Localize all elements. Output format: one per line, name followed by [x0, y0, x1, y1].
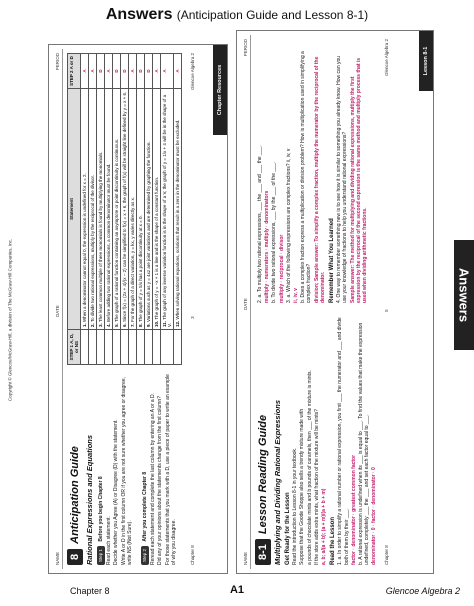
anticipation-table: [67, 53, 182, 365]
pane-foot-center: 3: [190, 316, 195, 319]
step2-text: After you complete Chapter 8: [142, 471, 149, 542]
step2-answer-cell: A: [129, 54, 137, 89]
copyright-notice: Copyright © Glencoe/McGraw-Hill, a division of The McGraw-Hill Companies, Inc.: [7, 238, 13, 402]
period-field-label: PERIOD: [243, 39, 248, 57]
answers-side-tab: [454, 240, 474, 350]
col-header-step1: STEP 1 A, D, or NS: [68, 330, 81, 365]
date-field-label: DATE: [243, 298, 248, 310]
chapter-badge: 8: [67, 549, 83, 565]
step1-cell: [161, 330, 174, 365]
step2-answer-cell: A: [105, 54, 113, 89]
table-row: [161, 54, 174, 365]
pane-foot-right: Glencoe Algebra 2: [190, 53, 195, 91]
chapter-resources-label: Chapter Resources: [217, 64, 223, 116]
lesson-reading-guide-page: [236, 30, 434, 574]
statement-cell: 7. For the graph of a direct variation, y = kx, y varies directly as x.: [129, 89, 137, 330]
step2-answer-cell: D: [113, 54, 121, 89]
step1-cell: [81, 330, 89, 365]
question-3b-answer: division; Sample answer: To simplify a complex fraction, multiply the numerator by the reciprocal of the denominator.: [313, 56, 326, 303]
lesson-title: Lesson Reading Guide: [257, 414, 269, 535]
question-1a: 1. a. In order to simplify a rational number or rational expression, you first ___ the numerator and ___ and divide both of them by their ___.: [337, 317, 350, 565]
table-row: [113, 54, 121, 365]
question-4: 4. One way to remember something new is to see how it is similar to something you already know. How can you use your knowledge of fractions to help you understand rational expressions?: [336, 55, 349, 303]
step1-cell: [145, 330, 153, 365]
step1-cell: [174, 330, 182, 365]
lesson-tab-label: Lesson 8-1: [423, 46, 429, 76]
worksheet-header: [53, 49, 63, 569]
question-2b-answers: multiply · reciprocal · divisor: [278, 234, 285, 303]
step2-answer-cell: D: [137, 54, 145, 89]
lesson-subtitle: Multiplying and Dividing Rational Expressions: [273, 399, 282, 565]
pane-foot-right: Glencoe Algebra 2: [383, 39, 389, 77]
page-title: [0, 6, 474, 24]
step1-cell: [89, 330, 97, 365]
table-row: [105, 54, 113, 365]
step1-cell: [153, 330, 161, 365]
bullet: For those statements that you mark with a D, use a piece of paper to write an example of why you disagree.: [164, 374, 177, 565]
question-2a-answers: multiply · numerators · multiply · denominators: [264, 190, 271, 303]
step2-answer-cell: D: [121, 54, 129, 89]
step2-chip: Step 2: [141, 546, 149, 565]
answers-side-tab-label: Answers: [456, 267, 472, 323]
statement-cell: 4. Before adding two rational expressions, a common denominator must be found.: [105, 89, 113, 330]
col-header-statement: Statement: [68, 89, 81, 330]
worksheet-header: [241, 35, 251, 569]
table-row: [97, 54, 105, 365]
question-1b: b. A rational expression is undefined when its ___ is equal to ___. To find the values that make the expression undefined, completely ___ the ___ and set each factor equal to ___.: [358, 322, 371, 565]
bullet: Read each statement.: [106, 516, 113, 565]
statement-cell: 12. When solving rational equations, solutions that result in a zero in the denominator must be excluded.: [174, 89, 182, 330]
intro-line: a pounds of chocolate mints and b pounds of caramels, then ___ of the mixture is mints.: [306, 370, 313, 565]
step1-cell: [121, 330, 129, 365]
lesson-heading: [255, 311, 271, 565]
question-1b-answers: denominator · 0 · factor · denominator · 0: [371, 467, 378, 565]
bullet: Write A or D in the first column OR if you are not sure whether you agree or disagree, write NS (Not Sure).: [120, 376, 133, 565]
statement-cell: 10. The graph of y = −x + 1 is a line and is the shape of a constant function.: [153, 89, 161, 330]
read-lesson-heading: Read the Lesson: [330, 516, 337, 565]
table-row: [129, 54, 137, 365]
footer-chapter: Chapter 8: [70, 586, 110, 596]
table-row: [145, 54, 153, 365]
step1-cell: [113, 330, 121, 365]
bullet: Did any of your opinions about the statements change from the first column?: [157, 396, 164, 565]
statement-cell: 5. The graph of a rational function containing an asymptote or point discontinuity is continuous.: [113, 89, 121, 330]
chapter-resources-tab: [213, 45, 227, 135]
pane-foot-left: Chapter 8: [190, 545, 195, 565]
question-1a-answers: factor · denominator · greatest common factor: [350, 454, 357, 565]
table-row: [121, 54, 129, 365]
period-field-label: PERIOD: [55, 53, 60, 71]
table-row: [174, 54, 182, 365]
get-ready-heading: Get Ready for the Lesson: [285, 492, 291, 565]
table-row: [81, 54, 89, 365]
bullet: Decide whether you Agree (A) or Disagree (D) with the statement.: [113, 419, 120, 565]
step1-cell: [105, 330, 113, 365]
step2-answer-cell: A: [153, 54, 161, 89]
step2-answer-cell: A: [81, 54, 89, 89]
question-3a-answer: ii, iv, v: [293, 288, 300, 303]
statement-cell: 1. When a denominator cannot equal 0, the expression is undefined for x = 2.: [81, 89, 89, 330]
statement-cell: 2. To divide two rational expressions, multiply by the reciprocal of the divisor.: [89, 89, 97, 330]
step1-chip: Step 1: [97, 546, 105, 565]
intro-answers: a, b; a/(a + b); (a + m)/(a + b + m): [321, 488, 328, 565]
footer-book-title: Glencoe Algebra 2: [385, 586, 460, 596]
question-3b: b. Does a complex fraction express a multiplication or division problem? How is multiplication used in simplifying a complex fraction?: [300, 51, 313, 303]
col-header-step2: STEP 2 A or D: [68, 54, 81, 89]
anticipation-guide-page: [48, 44, 228, 574]
step1-cell: [97, 330, 105, 365]
pane-foot-left: Chapter 8: [383, 545, 389, 565]
table-row: [89, 54, 97, 365]
question-3a: 3. a. Which of the following expressions are complex fractions? ii, iv, v: [285, 148, 292, 303]
table-row: [137, 54, 145, 365]
footer-page-number: A1: [229, 584, 245, 596]
lesson-tab: [419, 31, 433, 91]
statement-cell: 11. The graph of any inverse variation function is in the shape of a V, the graph of y = 1/x + 4 will be in the shape of a V.: [161, 89, 174, 330]
page-title-sub: (Anticipation Guide and Lesson 8-1): [176, 8, 369, 22]
lesson-badge: 8-1: [255, 539, 271, 565]
question-2a: 2. a. To multiply two rational expressions, ___ the ___ and ___ the ___.: [257, 145, 263, 303]
name-field-label: NAME: [55, 551, 60, 565]
step2-answer-cell: D: [97, 54, 105, 89]
step2-answer-cell: A: [161, 54, 174, 89]
bullet: Reread each statement and complete the last column by entering an A or a D.: [150, 392, 157, 565]
pane-foot-center: 5: [383, 309, 389, 312]
statement-cell: 8. The graph of y = 5/x has a point discontinuity at x = 0.: [137, 89, 145, 330]
statement-cell: 3. The least common multiple of three monomials is found by multiplying the monomials.: [97, 89, 105, 330]
guide-subtitle: Rational Expressions and Equations: [85, 434, 94, 565]
step2-answer-cell: A: [89, 54, 97, 89]
date-field-label: DATE: [55, 305, 60, 317]
step1-text: Before you begin Chapter 8: [98, 476, 104, 542]
remember-heading: Remember What You Learned: [329, 218, 336, 303]
page-title-main: Answers: [105, 6, 173, 23]
step2-answer-cell: D: [145, 54, 153, 89]
step1-cell: [137, 330, 145, 365]
step1-cell: [129, 330, 137, 365]
guide-title: Anticipation Guide: [69, 446, 81, 544]
lesson-heading: [67, 373, 83, 565]
name-field-label: NAME: [243, 551, 248, 565]
get-ready-text: Read the introduction to Lesson 8-1 in your textbook.: [292, 447, 299, 565]
intro-line: If the store adds extra mints, what fraction of the mixture will be mints?: [313, 409, 320, 565]
statement-cell: 6. Since f(x) = (2x + 4)/(x − 2) can be simplified to f(x) = x + 6, the graph of f(x) will be straight line defined by y = x + 6.: [121, 89, 129, 330]
statement-cell: 9. Variations such as y = 4xz are joint variations and are determined by graphing the function.: [145, 89, 153, 330]
step2-answer-cell: A: [174, 54, 182, 89]
question-4-answer: Sample answer: The method for multiplying and dividing rational expressions, multiply the first expression by the reciprocal of the second expression is the same method and multiply process that is used when dividing arithmetic fractions.: [349, 57, 369, 303]
table-row: [153, 54, 161, 365]
intro-line: Suppose that the Goode Shoppe also sells a trendy mixture made with: [299, 408, 306, 565]
question-2b: b. To divide two rational expressions, ___ by the ___ of the ___.: [271, 161, 278, 303]
